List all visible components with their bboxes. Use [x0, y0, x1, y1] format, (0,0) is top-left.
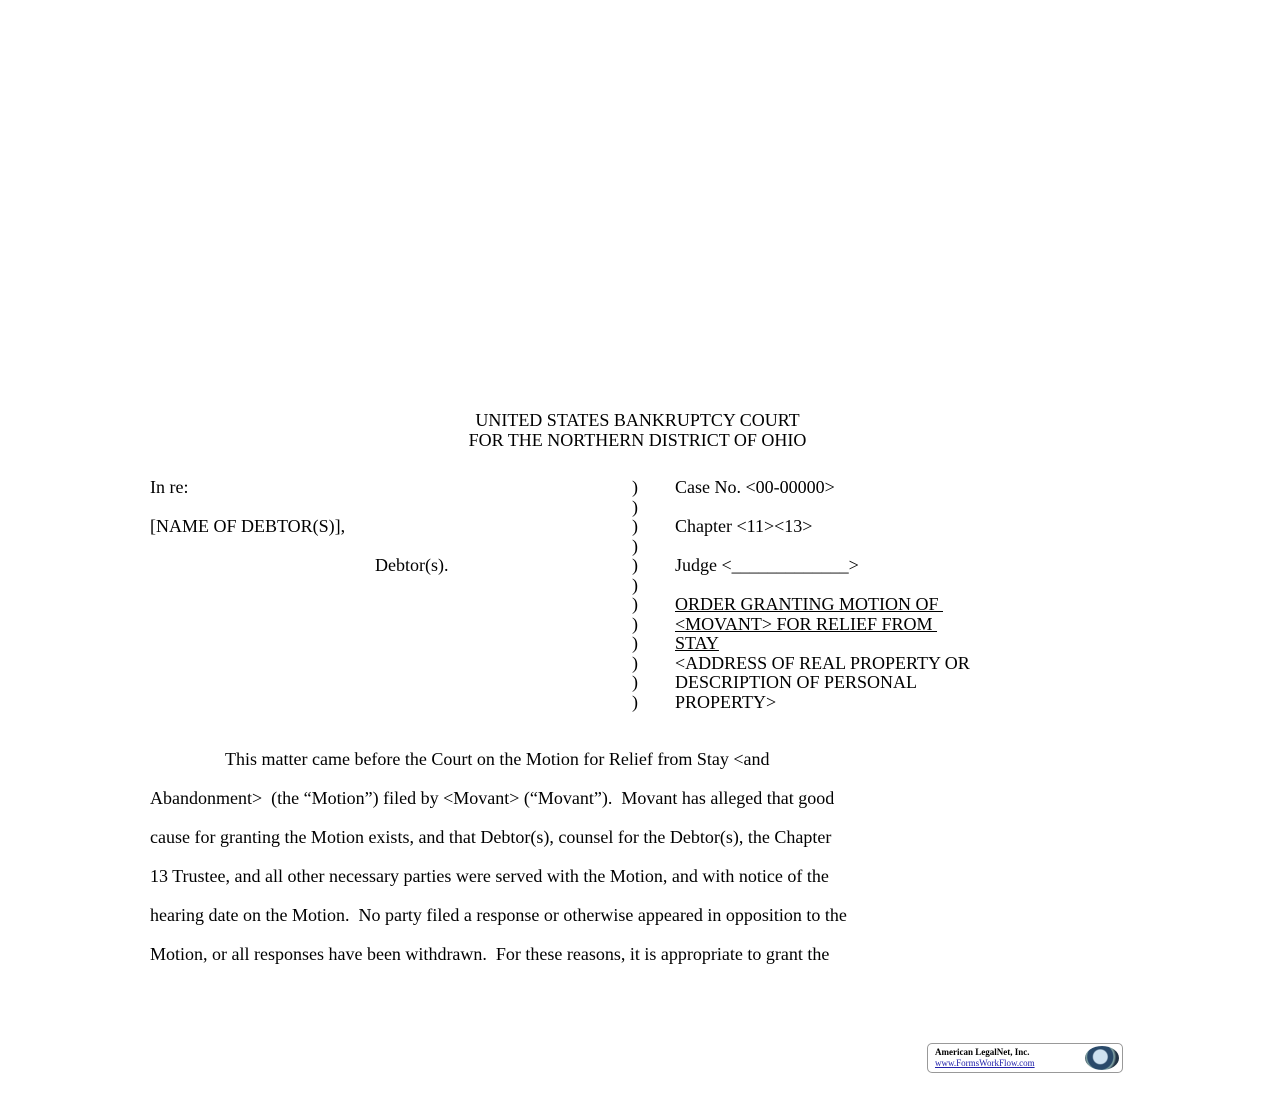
judge: Judge <_____________>: [675, 555, 859, 575]
property-line: DESCRIPTION OF PERSONAL: [675, 672, 918, 692]
paren: ): [632, 613, 638, 634]
court-district: FOR THE NORTHERN DISTRICT OF OHIO: [468, 430, 807, 450]
paren: ): [632, 477, 638, 497]
paren: ): [632, 516, 638, 536]
paren: ): [632, 633, 638, 653]
globe-icon: [1085, 1046, 1119, 1070]
logo-link[interactable]: www.FormsWorkFlow.com: [935, 1058, 1035, 1068]
order-title-line: ORDER GRANTING MOTION OF: [675, 594, 943, 614]
case-number: Case No. <00-00000>: [675, 477, 835, 497]
paren: ): [632, 555, 638, 575]
body-paragraph: [150, 740, 847, 974]
property-line: PROPERTY>: [675, 691, 777, 712]
debtor-name: [NAME OF DEBTOR(S)],: [150, 516, 346, 536]
paren: ): [632, 652, 638, 673]
property-line: <ADDRESS OF REAL PROPERTY OR: [675, 652, 970, 673]
body-line: 13 Trustee, and all other necessary parties were served with the Motion, and with notice of the: [150, 866, 829, 886]
debtor-label: Debtor(s).: [375, 555, 449, 575]
paren: ): [632, 672, 638, 692]
logo-name: American LegalNet, Inc.: [935, 1047, 1030, 1057]
paren: ): [632, 496, 638, 517]
body-line: This matter came before the Court on the Motion for Relief from Stay <and: [225, 749, 770, 769]
order-title-line: STAY: [675, 633, 719, 653]
paren: ): [632, 594, 638, 614]
body-line: hearing date on the Motion. No party filed a response or otherwise appeared in opposition to the: [150, 905, 847, 925]
paren: ): [632, 535, 638, 556]
paren: ): [632, 574, 638, 595]
american-legalnet-logo: [927, 1043, 1123, 1073]
paren: ): [632, 691, 638, 712]
caption-left: [150, 478, 490, 576]
body-line: Motion, or all responses have been withdrawn. For these reasons, it is appropriate to grant the: [150, 944, 830, 964]
in-re: In re:: [150, 477, 189, 497]
caption-parens: [632, 478, 638, 712]
body-line: cause for granting the Motion exists, and that Debtor(s), counsel for the Debtor(s), the Chapter: [150, 827, 832, 847]
caption-right: [675, 478, 970, 712]
body-line: Abandonment> (the “Motion”) filed by <Movant> (“Movant”). Movant has alleged that good: [150, 788, 835, 808]
order-title-line: <MOVANT> FOR RELIEF FROM: [675, 613, 938, 634]
court-heading: [0, 410, 1275, 450]
court-name: UNITED STATES BANKRUPTCY COURT: [475, 410, 800, 430]
chapter: Chapter <11><13>: [675, 516, 813, 536]
